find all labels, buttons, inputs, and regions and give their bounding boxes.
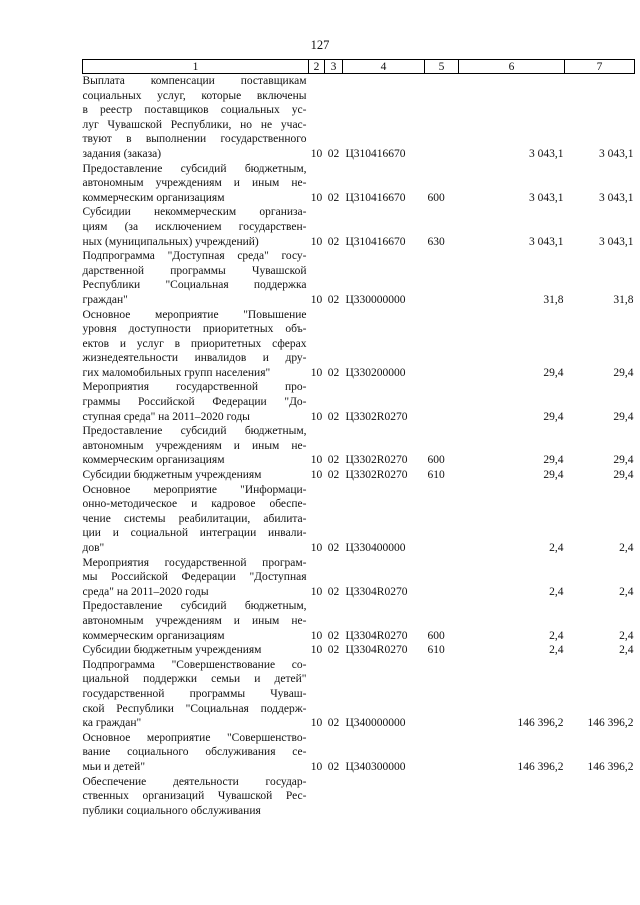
target-article-code: Ц310416670 xyxy=(345,191,406,204)
expense-type-code xyxy=(425,775,459,819)
description-line: Мероприятия государственной про- xyxy=(82,381,307,394)
target-article-code: Ц3304R0270 xyxy=(345,644,408,657)
description-line: граждан" xyxy=(82,293,128,306)
description-line: уровня доступности приоритетных объ- xyxy=(82,323,307,336)
target-article-code: Ц310416670 xyxy=(345,147,406,160)
description-line: чение системы реабилитации, абилита- xyxy=(82,512,307,525)
target-article-code: Ц330000000 xyxy=(345,293,406,306)
row-description xyxy=(83,775,309,819)
header-cell: 3 xyxy=(325,60,343,74)
amount-year-2: 2,4 xyxy=(619,542,634,554)
table-row xyxy=(83,162,635,206)
row-description xyxy=(83,658,309,731)
description-line: в реестр поставщиков социальных ус- xyxy=(82,104,307,117)
amount-year-1: 3 043,1 xyxy=(529,235,564,248)
table-row xyxy=(83,643,635,658)
expense-type-code xyxy=(425,483,459,556)
description-line: Предоставление субсидий бюджетным, xyxy=(82,425,307,438)
budget-table xyxy=(82,59,635,818)
row-description xyxy=(83,74,309,162)
description-line: коммерческим организациям xyxy=(82,191,225,204)
section-code: 10 xyxy=(310,585,323,598)
row-description xyxy=(83,205,309,249)
table-header-row xyxy=(83,60,635,74)
section-code xyxy=(309,775,325,819)
description-line: жизнедеятельности инвалидов и дру- xyxy=(82,352,307,365)
section-code: 10 xyxy=(310,147,323,160)
row-description xyxy=(83,643,309,658)
description-line: автономным учреждениям и иным не- xyxy=(82,614,307,627)
description-line: Субсидии некоммерческим организа- xyxy=(82,206,307,219)
section-code: 10 xyxy=(310,760,323,773)
description-line: публики социального обслуживания xyxy=(82,804,261,817)
subsection-code: 02 xyxy=(327,717,340,730)
row-description xyxy=(83,731,309,775)
description-line: ственных организаций Чувашской Рес- xyxy=(82,790,307,803)
description-line: ектов и услуг в приоритетных сферах xyxy=(82,337,307,350)
description-line: дов" xyxy=(82,542,105,554)
table-row xyxy=(83,468,635,483)
header-cell: 6 xyxy=(459,60,565,74)
amount-year-1: 2,4 xyxy=(549,629,564,642)
expense-type-code xyxy=(425,380,459,424)
amount-year-2: 29,4 xyxy=(613,469,634,482)
description-line: циальной поддержки семьи и детей" xyxy=(82,673,307,686)
amount-year-2: 3 043,1 xyxy=(599,235,634,248)
description-line: луг Чувашской Республики, но не учас- xyxy=(82,118,307,131)
row-description xyxy=(83,380,309,424)
amount-year-2: 146 396,2 xyxy=(587,760,634,773)
subsection-code: 02 xyxy=(327,629,340,642)
description-line: ка граждан" xyxy=(82,717,142,730)
subsection-code: 02 xyxy=(327,147,340,160)
description-line: Основное мероприятие "Совершенство- xyxy=(82,731,307,744)
amount-year-2: 2,4 xyxy=(619,644,634,657)
expense-type-code xyxy=(425,556,459,600)
description-line: Республики "Социальная поддержка xyxy=(82,279,307,292)
description-line: вание социального обслуживания се- xyxy=(82,746,307,759)
amount-year-2: 29,4 xyxy=(613,366,634,379)
table-row xyxy=(83,249,635,307)
description-line: Предоставление субсидий бюджетным, xyxy=(82,162,307,175)
description-line: среда" на 2011–2020 годы xyxy=(82,585,209,598)
description-line: циям (за исключением государствен- xyxy=(82,220,307,233)
section-code: 10 xyxy=(310,293,323,306)
row-description xyxy=(83,483,309,556)
row-description xyxy=(83,249,309,307)
amount-year-1: 146 396,2 xyxy=(517,717,564,730)
expense-type-code xyxy=(425,249,459,307)
description-line: Обеспечение деятельности государ- xyxy=(82,775,307,788)
subsection-code: 02 xyxy=(327,293,340,306)
expense-type-code xyxy=(425,731,459,775)
amount-year-1: 146 396,2 xyxy=(517,760,564,773)
section-code: 10 xyxy=(310,366,323,379)
description-line: Мероприятия государственной програм- xyxy=(82,556,307,569)
amount-year-1: 29,4 xyxy=(543,366,564,379)
row-description xyxy=(83,162,309,206)
amount-year-2: 29,4 xyxy=(613,454,634,467)
table-row xyxy=(83,308,635,381)
description-line: Предоставление субсидий бюджетным, xyxy=(82,600,307,613)
amount-year-1: 29,4 xyxy=(543,410,564,423)
amount-year-2: 29,4 xyxy=(613,410,634,423)
expense-type-code: 610 xyxy=(427,644,445,657)
description-line: ской Республики "Социальная поддерж- xyxy=(82,702,307,715)
description-line: Субсидии бюджетным учреждениям xyxy=(82,644,262,657)
table-row xyxy=(83,74,635,162)
table-row xyxy=(83,658,635,731)
expense-type-code: 630 xyxy=(427,235,445,248)
subsection-code: 02 xyxy=(327,760,340,773)
row-description xyxy=(83,424,309,468)
target-article-code: Ц340000000 xyxy=(345,717,406,730)
amount-year-1 xyxy=(459,775,565,819)
expense-type-code: 600 xyxy=(427,454,445,467)
row-description xyxy=(83,308,309,381)
description-line: онно-методическое и кадровое обеспе- xyxy=(82,498,307,511)
header-cell: 5 xyxy=(425,60,459,74)
expense-type-code: 600 xyxy=(427,191,445,204)
target-article-code: Ц3302R0270 xyxy=(345,410,408,423)
amount-year-1: 3 043,1 xyxy=(529,147,564,160)
subsection-code: 02 xyxy=(327,235,340,248)
expense-type-code xyxy=(425,74,459,162)
description-line: граммы Российской Федерации "До- xyxy=(82,396,307,409)
subsection-code: 02 xyxy=(327,454,340,467)
description-line: коммерческим организациям xyxy=(82,629,225,642)
table-row xyxy=(83,731,635,775)
amount-year-2: 3 043,1 xyxy=(599,191,634,204)
description-line: Основное мероприятие "Повышение xyxy=(82,308,307,321)
description-line: государственной программы Чуваш- xyxy=(82,687,307,700)
target-article-code: Ц330400000 xyxy=(345,542,406,554)
table-row xyxy=(83,380,635,424)
amount-year-1: 2,4 xyxy=(549,542,564,554)
description-line: Подпрограмма "Совершенствование со- xyxy=(82,658,307,671)
subsection-code xyxy=(325,775,343,819)
subsection-code: 02 xyxy=(327,191,340,204)
description-line: гих маломобильных групп населения" xyxy=(82,366,271,379)
description-line: ных (муниципальных) учреждений) xyxy=(82,235,259,248)
subsection-code: 02 xyxy=(327,410,340,423)
target-article-code: Ц3302R0270 xyxy=(345,469,408,482)
section-code: 10 xyxy=(310,629,323,642)
section-code: 10 xyxy=(310,191,323,204)
section-code: 10 xyxy=(310,542,323,554)
table-row xyxy=(83,556,635,600)
section-code: 10 xyxy=(310,469,323,482)
table-row xyxy=(83,599,635,643)
amount-year-2: 3 043,1 xyxy=(599,147,634,160)
amount-year-1: 29,4 xyxy=(543,454,564,467)
table-row xyxy=(83,483,635,556)
expense-type-code: 610 xyxy=(427,469,445,482)
description-line: ции и социальной интеграции инвали- xyxy=(82,527,307,540)
description-line: Субсидии бюджетным учреждениям xyxy=(82,469,262,482)
subsection-code: 02 xyxy=(327,469,340,482)
row-description xyxy=(83,468,309,483)
amount-year-1: 29,4 xyxy=(543,469,564,482)
description-line: дарственной программы Чувашской xyxy=(82,264,307,277)
subsection-code: 02 xyxy=(327,585,340,598)
target-article-code: Ц310416670 xyxy=(345,235,406,248)
target-article-code: Ц340300000 xyxy=(345,760,406,773)
section-code: 10 xyxy=(310,454,323,467)
section-code: 10 xyxy=(310,235,323,248)
expense-type-code xyxy=(425,308,459,381)
target-article-code: Ц3304R0270 xyxy=(345,585,408,598)
table-body xyxy=(83,74,635,819)
amount-year-1: 31,8 xyxy=(543,293,564,306)
description-line: твуют в выполнении государственного xyxy=(82,133,307,146)
description-line: мьи и детей" xyxy=(82,760,146,773)
amount-year-1: 3 043,1 xyxy=(529,191,564,204)
target-article-code: Ц3304R0270 xyxy=(345,629,408,642)
target-article-code: Ц330200000 xyxy=(345,366,406,379)
section-code: 10 xyxy=(310,717,323,730)
amount-year-1: 2,4 xyxy=(549,585,564,598)
header-cell: 1 xyxy=(83,60,309,74)
header-cell: 2 xyxy=(309,60,325,74)
amount-year-2: 2,4 xyxy=(619,585,634,598)
amount-year-1: 2,4 xyxy=(549,644,564,657)
target-article-code: Ц3302R0270 xyxy=(345,454,408,467)
amount-year-2: 31,8 xyxy=(613,293,634,306)
section-code: 10 xyxy=(310,644,323,657)
expense-type-code xyxy=(425,658,459,731)
description-line: ступная среда" на 2011–2020 годы xyxy=(82,410,250,423)
page-number: 127 xyxy=(310,38,330,52)
description-line: социальных услуг, которые включены xyxy=(82,89,307,102)
description-line: Подпрограмма "Доступная среда" госу- xyxy=(82,250,307,263)
header-cell: 7 xyxy=(565,60,635,74)
description-line: коммерческим организациям xyxy=(82,454,225,467)
expense-type-code: 600 xyxy=(427,629,445,642)
subsection-code: 02 xyxy=(327,366,340,379)
table-row xyxy=(83,775,635,819)
target-article-code xyxy=(343,775,425,819)
header-cell: 4 xyxy=(343,60,425,74)
description-line: Выплата компенсации поставщикам xyxy=(82,75,307,87)
table-row xyxy=(83,205,635,249)
amount-year-2: 146 396,2 xyxy=(587,717,634,730)
subsection-code: 02 xyxy=(327,542,340,554)
description-line: автономным учреждениям и иным не- xyxy=(82,177,307,190)
description-line: мы Российской Федерации "Доступная xyxy=(82,571,307,584)
row-description xyxy=(83,599,309,643)
section-code: 10 xyxy=(310,410,323,423)
amount-year-2 xyxy=(565,775,635,819)
table-row xyxy=(83,424,635,468)
description-line: автономным учреждениям и иным не- xyxy=(82,439,307,452)
subsection-code: 02 xyxy=(327,644,340,657)
description-line: Основное мероприятие "Информаци- xyxy=(82,483,307,496)
amount-year-2: 2,4 xyxy=(619,629,634,642)
description-line: задания (заказа) xyxy=(82,147,162,160)
row-description xyxy=(83,556,309,600)
